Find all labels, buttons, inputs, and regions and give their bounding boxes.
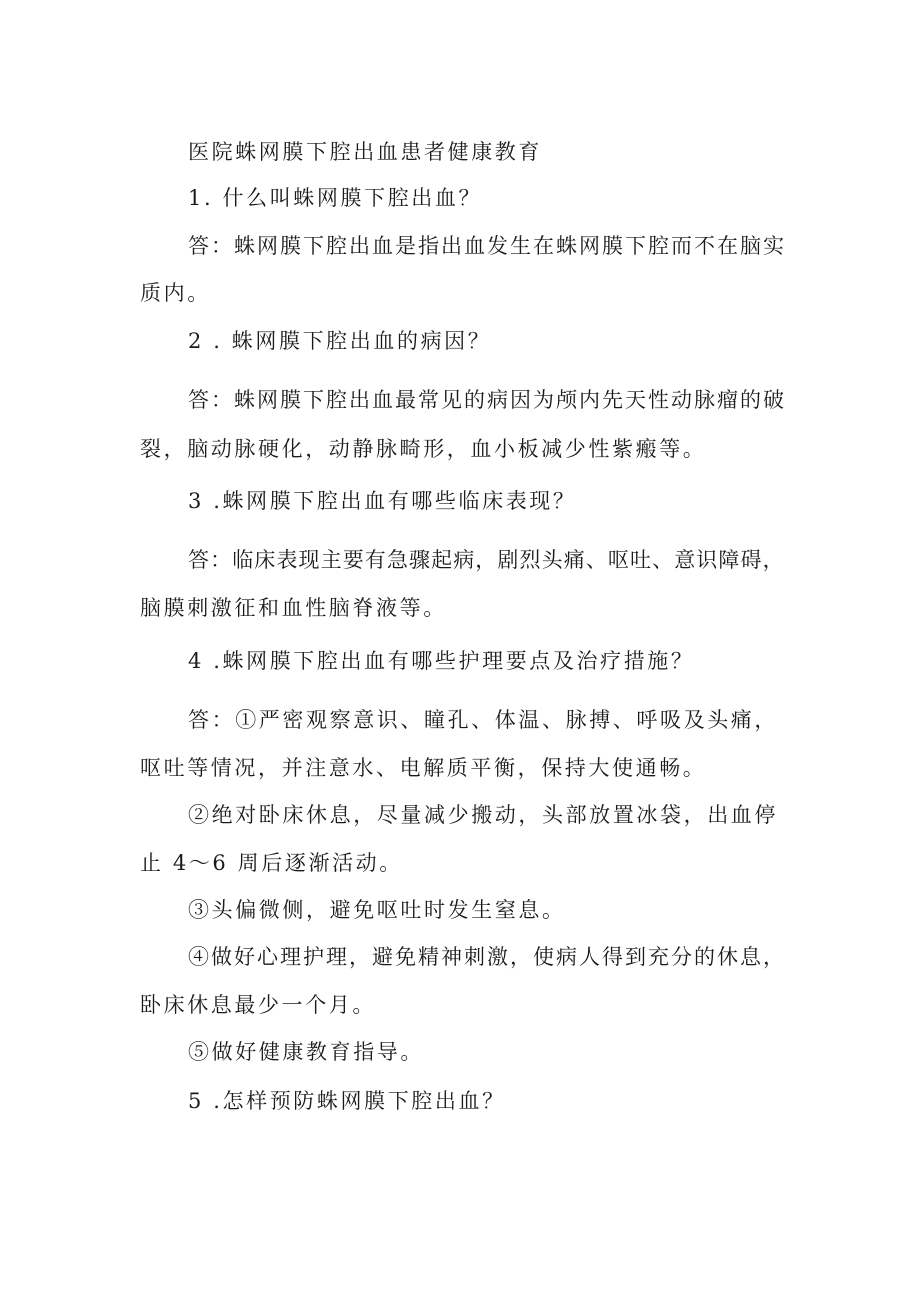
question-4: 4 .蛛网膜下腔出血有哪些护理要点及治疗措施？ [188, 649, 695, 673]
answer-3-line-2: 脑膜刺激征和血性脑脊液等。 [140, 596, 447, 620]
answer-4-item-2-line-1: ②绝对卧床休息，尽量减少搬动，头部放置冰袋，出血停 [188, 803, 778, 827]
answer-4-line-2: 呕吐等情况，并注意水、电解质平衡，保持大使通畅。 [140, 756, 707, 780]
answer-2-line-1: 答：蛛网膜下腔出血最常见的病因为颅内先天性动脉瘤的破 [188, 388, 786, 412]
answer-4-item-4-line-2: 卧床休息最少一个月。 [140, 993, 376, 1017]
question-3: 3 .蛛网膜下腔出血有哪些临床表现？ [188, 489, 577, 513]
answer-1-line-1: 答：蛛网膜下腔出血是指出血发生在蛛网膜下腔而不在脑实 [188, 234, 786, 258]
document-title: 医院蛛网膜下腔出血患者健康教育 [188, 140, 542, 164]
question-2: 2 . 蛛网膜下腔出血的病因？ [188, 329, 492, 353]
answer-4-item-4-line-1: ④做好心理护理，避免精神刺激，使病人得到充分的休息， [188, 945, 786, 969]
answer-1-line-2: 质内。 [140, 281, 211, 305]
question-1: 1. 什么叫蛛网膜下腔出血？ [188, 186, 483, 210]
answer-2-line-2: 裂，脑动脉硬化，动静脉畸形，血小板减少性紫瘢等。 [140, 437, 707, 461]
answer-4-item-5: ⑤做好健康教育指导。 [188, 1040, 424, 1064]
answer-4-item-3: ③头偏微侧，避免呕吐时发生窒息。 [188, 898, 566, 922]
answer-3-line-1: 答：临床表现主要有急骤起病，剧烈头痛、呕吐、意识障碍， [188, 548, 785, 572]
question-5: 5 .怎样预防蛛网膜下腔出血？ [188, 1089, 506, 1113]
answer-4-item-2-line-2: 止 4～6 周后逐渐活动。 [140, 851, 403, 875]
answer-4-line-1: 答：①严密观察意识、瞳孔、体温、脉搏、呼吸及头痛， [188, 708, 778, 732]
